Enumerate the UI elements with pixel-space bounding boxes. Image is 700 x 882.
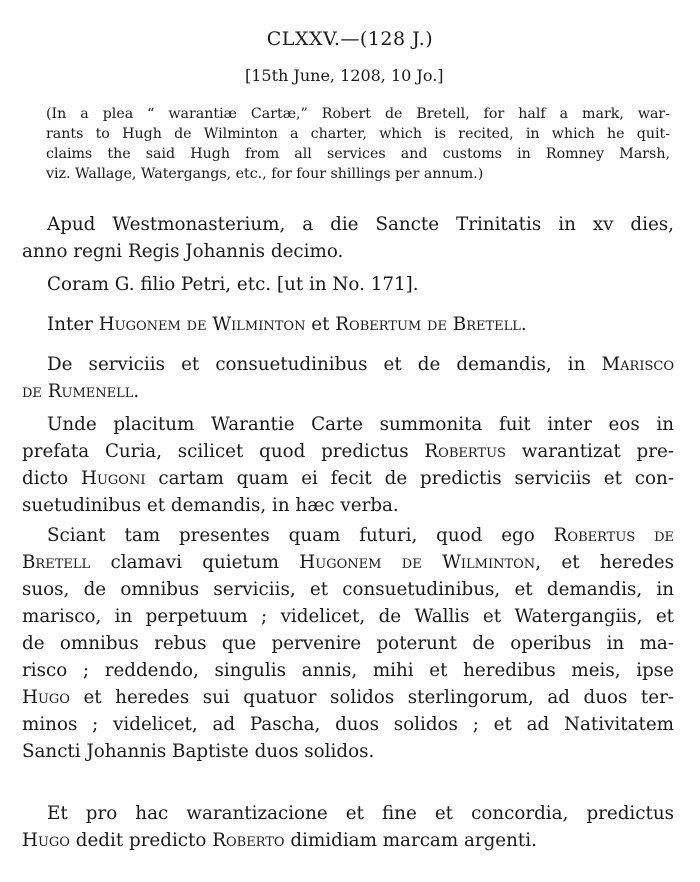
paragraph-coram	[22, 271, 674, 298]
text-line: anno regni Regis Johannis decimo.	[22, 241, 344, 262]
text-line: suetudinibus et demandis, in hæc verba.	[22, 495, 399, 516]
party-name: Hugonem de Wilminton	[98, 314, 306, 335]
text-line: Unde placitum Warantie Carte summonita fuit inter eos in	[47, 414, 674, 435]
text-fragment: Sciant tam presentes quam futuri, quod ego	[47, 525, 554, 546]
entry-summary	[46, 104, 670, 184]
party-name: Roberto	[212, 830, 285, 851]
text-line: Et pro hac warantizacione et fine et concordia, predictus	[47, 803, 674, 824]
text-line: Apud Westmonasterium, a die Sancte Trinitatis in xv dies,	[47, 214, 674, 235]
entry-heading: CLXXV.—(128 J.)	[266, 28, 434, 50]
text-line	[22, 351, 674, 378]
text-line	[22, 378, 674, 405]
text-line: marisco, in perpetuum ; videlicet, de Wallis et Watergangiis, et	[22, 606, 674, 627]
text-line	[22, 684, 674, 711]
place-name: de Rumenell	[22, 381, 134, 402]
text-line: Coram G. filio Petri, etc. [ut in No. 171].	[47, 274, 419, 295]
text-fragment: , et heredes	[535, 552, 674, 573]
text-line	[22, 438, 674, 465]
paragraph-de	[22, 351, 674, 405]
paragraph-sciant	[22, 522, 674, 765]
paragraph-apud	[22, 211, 674, 265]
paragraph-final	[22, 800, 674, 854]
text-fragment: warantizat pre-	[505, 441, 674, 462]
text-fragment: et heredes sui quatuor solidos sterlingorum, ad duos ter-	[69, 687, 674, 708]
text-fragment: clamavi quietum	[90, 552, 300, 573]
text-line: Sancti Johannis Baptiste duos solidos.	[22, 741, 375, 762]
text-line	[22, 522, 674, 549]
text-line	[22, 549, 674, 576]
party-name: Hugonem de Wilminton	[299, 552, 536, 573]
text-line: minos ; videlicet, ad Pascha, duos solidos ; et ad Nativitatem	[22, 714, 674, 735]
party-name: Hugoni	[81, 468, 146, 489]
text-line	[22, 465, 674, 492]
text-fragment: cartam quam ei fecit de predictis serviciis et con-	[145, 468, 675, 489]
text-line	[22, 827, 674, 854]
summary-line: claims the said Hugh from all services and customs in Romney Marsh,	[46, 146, 670, 162]
summary-line: viz. Wallage, Watergangs, etc., for four shillings per annum.)	[46, 166, 484, 182]
entry-date: [15th June, 1208, 10 Jo.]	[245, 66, 444, 85]
text-fragment: .	[520, 314, 527, 335]
party-name: Robertus de	[553, 525, 675, 546]
text-fragment: et	[305, 314, 336, 335]
party-name: Bretell	[22, 552, 91, 573]
paragraph-inter	[22, 311, 674, 338]
text-line: de omnibus rebus que pervenire poterunt de operibus in ma-	[22, 633, 674, 654]
party-name: Robertum de Bretell	[335, 314, 521, 335]
text-fragment: De serviciis et consuetudinibus et de demandis, in	[47, 354, 602, 375]
text-fragment: dicto	[22, 468, 82, 489]
party-name: Robertus	[424, 441, 506, 462]
text-line	[22, 311, 674, 338]
text-fragment: dedit predicto	[69, 830, 213, 851]
text-fragment: prefata Curia, scilicet quod predictus	[22, 441, 425, 462]
text-fragment: Inter	[47, 314, 99, 335]
place-name: Marisco	[601, 354, 674, 375]
text-line: risco ; reddendo, singulis annis, mihi et heredibus meis, ipse	[22, 660, 674, 681]
text-fragment: dimidiam marcam argenti.	[284, 830, 537, 851]
paragraph-unde	[22, 411, 674, 519]
summary-line: rants to Hugh de Wilminton a charter, which is recited, in which he quit-	[46, 126, 670, 142]
text-fragment: .	[133, 381, 140, 402]
text-line: suos, de omnibus serviciis, et consuetudinibus, et demandis, in	[22, 579, 674, 600]
party-name: Hugo	[22, 687, 70, 708]
summary-line: (In a plea “ warantiæ Cartæ,” Robert de Bretell, for half a mark, war-	[46, 106, 670, 122]
party-name: Hugo	[22, 830, 70, 851]
